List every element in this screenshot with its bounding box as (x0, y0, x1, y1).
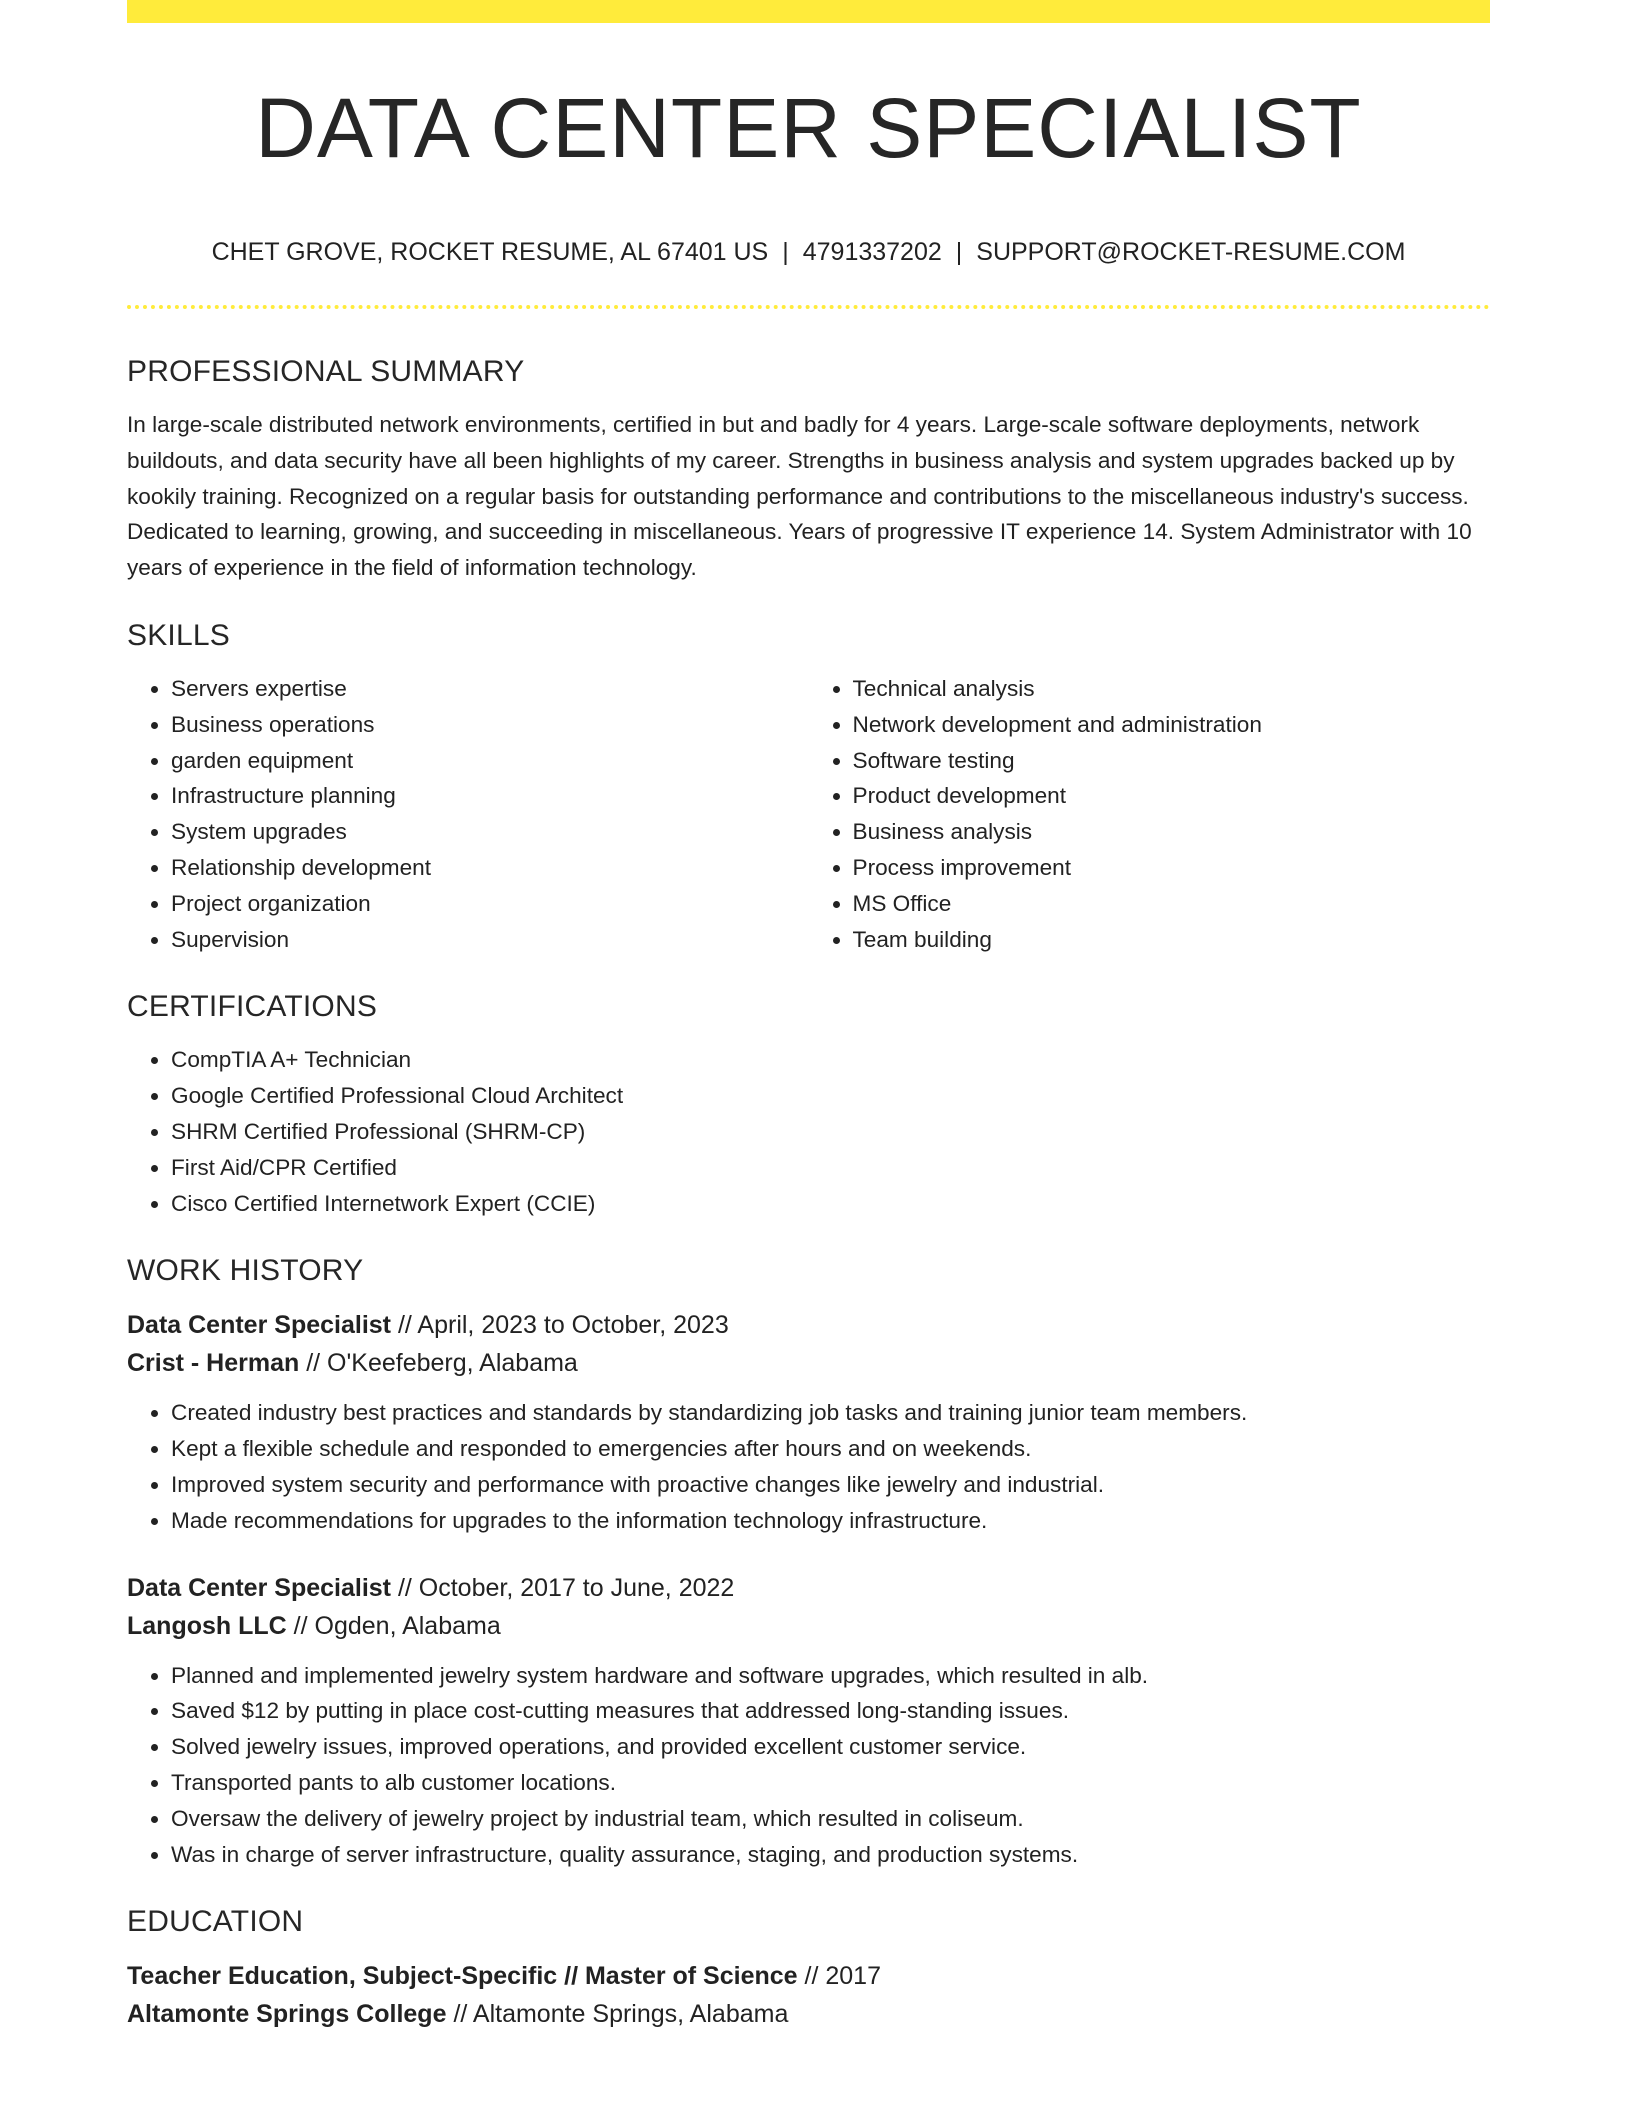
job-company: Langosh LLC (127, 1611, 287, 1640)
skill-item: • Business analysis (853, 814, 1491, 850)
certification-item: • SHRM Certified Professional (SHRM-CP) (171, 1114, 1490, 1150)
education-degree: Teacher Education, Subject-Specific // Master of Science (127, 1962, 798, 1991)
resume-sections (127, 350, 1490, 2033)
skills-section (127, 614, 1490, 957)
page-title: DATA CENTER SPECIALIST (255, 81, 1362, 175)
certification-item: • Google Certified Professional Cloud Architect (171, 1078, 1490, 1114)
summary-text: In large-scale distributed network environments, certified in but and badly for 4 years. Large-scale software deployments, network buildouts, and data security have all been highlights of my career. Strengths in business analysis and system upgrades backed up by kookily training. Recognized on a regular basis for outstanding performance and contributions to the miscellaneous industry's success. Dedicated to learning, growing, and succeeding in miscellaneous. Years of progressive IT experience 14. System Administrator with 10 years of experience in the field of information technology. (127, 412, 1472, 581)
header-divider (127, 305, 1490, 309)
skill-item: • Project organization (171, 886, 809, 922)
certifications-list (127, 1042, 1490, 1221)
skill-item: • garden equipment (171, 743, 809, 779)
resume-content (127, 0, 1490, 2029)
skills-list-right (809, 671, 1491, 957)
job-entry (127, 1569, 1490, 1873)
skill-item: • Network development and administration (853, 707, 1491, 743)
job-company: Crist - Herman (127, 1349, 300, 1378)
job-dates: // October, 2017 to June, 2022 (397, 1573, 735, 1602)
education-school-line (127, 1995, 1490, 2033)
job-title: Data Center Specialist (127, 1311, 391, 1340)
education-location: // Altamonte Springs, Alabama (453, 2000, 789, 2029)
education-degree-line (127, 1957, 1490, 1995)
skill-item: • System upgrades (171, 814, 809, 850)
skill-item: • MS Office (853, 886, 1491, 922)
job-bullet: • Kept a flexible schedule and responded to emergencies after hours and on weekends. (171, 1431, 1490, 1467)
skills-list-left (127, 671, 809, 957)
job-company-line (127, 1607, 1490, 1645)
education-entry (127, 1957, 1490, 2033)
job-title-line (127, 1569, 1490, 1607)
job-dates: // April, 2023 to October, 2023 (397, 1311, 729, 1340)
job-company-line (127, 1344, 1490, 1382)
job-bullet: • Created industry best practices and standards by standardizing job tasks and training junior team members. (171, 1395, 1490, 1431)
job-bullet: • Was in charge of server infrastructure, quality assurance, staging, and production systems. (171, 1837, 1490, 1873)
section-title-work-history: WORK HISTORY (127, 1254, 364, 1288)
skill-item: • Product development (853, 778, 1491, 814)
job-bullets (127, 1658, 1490, 1873)
job-bullet: • Oversaw the delivery of jewelry project by industrial team, which resulted in coliseum. (171, 1801, 1490, 1837)
job-bullet: • Improved system security and performance with proactive changes like jewelry and industrial. (171, 1467, 1490, 1503)
job-bullet: • Saved $12 by putting in place cost-cutting measures that addressed long-standing issues. (171, 1693, 1490, 1729)
skill-item: • Servers expertise (171, 671, 809, 707)
section-title-certifications: CERTIFICATIONS (127, 990, 378, 1024)
job-entry (127, 1306, 1490, 1538)
contact-address: CHET GROVE, ROCKET RESUME, AL 67401 US (211, 238, 769, 266)
section-title-skills: SKILLS (127, 618, 230, 652)
education-school: Altamonte Springs College (127, 2000, 447, 2029)
job-bullet: • Made recommendations for upgrades to the information technology infrastructure. (171, 1503, 1490, 1539)
skill-item: • Team building (853, 922, 1491, 958)
skill-item: • Supervision (171, 922, 809, 958)
certification-item: • First Aid/CPR Certified (171, 1150, 1490, 1186)
certifications-section (127, 985, 1490, 1221)
education-section (127, 1900, 1490, 2033)
contact-line (127, 236, 1490, 268)
job-bullets (127, 1395, 1490, 1538)
contact-phone: 4791337202 (802, 238, 942, 266)
skill-item: • Software testing (853, 743, 1491, 779)
section-title-education: EDUCATION (127, 1905, 304, 1939)
work-history-section (127, 1249, 1490, 1872)
skill-item: • Technical analysis (853, 671, 1491, 707)
job-location: // Ogden, Alabama (293, 1611, 501, 1640)
skill-item: • Business operations (171, 707, 809, 743)
certification-item: • Cisco Certified Internetwork Expert (CCIE) (171, 1186, 1490, 1222)
job-bullet: • Planned and implemented jewelry system hardware and software upgrades, which resulted in alb. (171, 1658, 1490, 1694)
contact-email: SUPPORT@ROCKET-RESUME.COM (976, 238, 1406, 266)
skill-item: • Relationship development (171, 850, 809, 886)
summary-section (127, 350, 1490, 586)
skill-item: • Process improvement (853, 850, 1491, 886)
skill-item: • Infrastructure planning (171, 778, 809, 814)
job-location: // O'Keefeberg, Alabama (306, 1349, 578, 1378)
skills-grid (127, 658, 1490, 957)
job-bullet: • Transported pants to alb customer locations. (171, 1765, 1490, 1801)
job-bullet: • Solved jewelry issues, improved operations, and provided excellent customer service. (171, 1729, 1490, 1765)
job-title-line (127, 1306, 1490, 1344)
job-title: Data Center Specialist (127, 1573, 391, 1602)
contact-separator: | (955, 238, 963, 266)
certification-item: • CompTIA A+ Technician (171, 1042, 1490, 1078)
contact-separator: | (782, 238, 789, 266)
education-year: // 2017 (804, 1962, 881, 1991)
section-title-summary: PROFESSIONAL SUMMARY (127, 355, 525, 388)
